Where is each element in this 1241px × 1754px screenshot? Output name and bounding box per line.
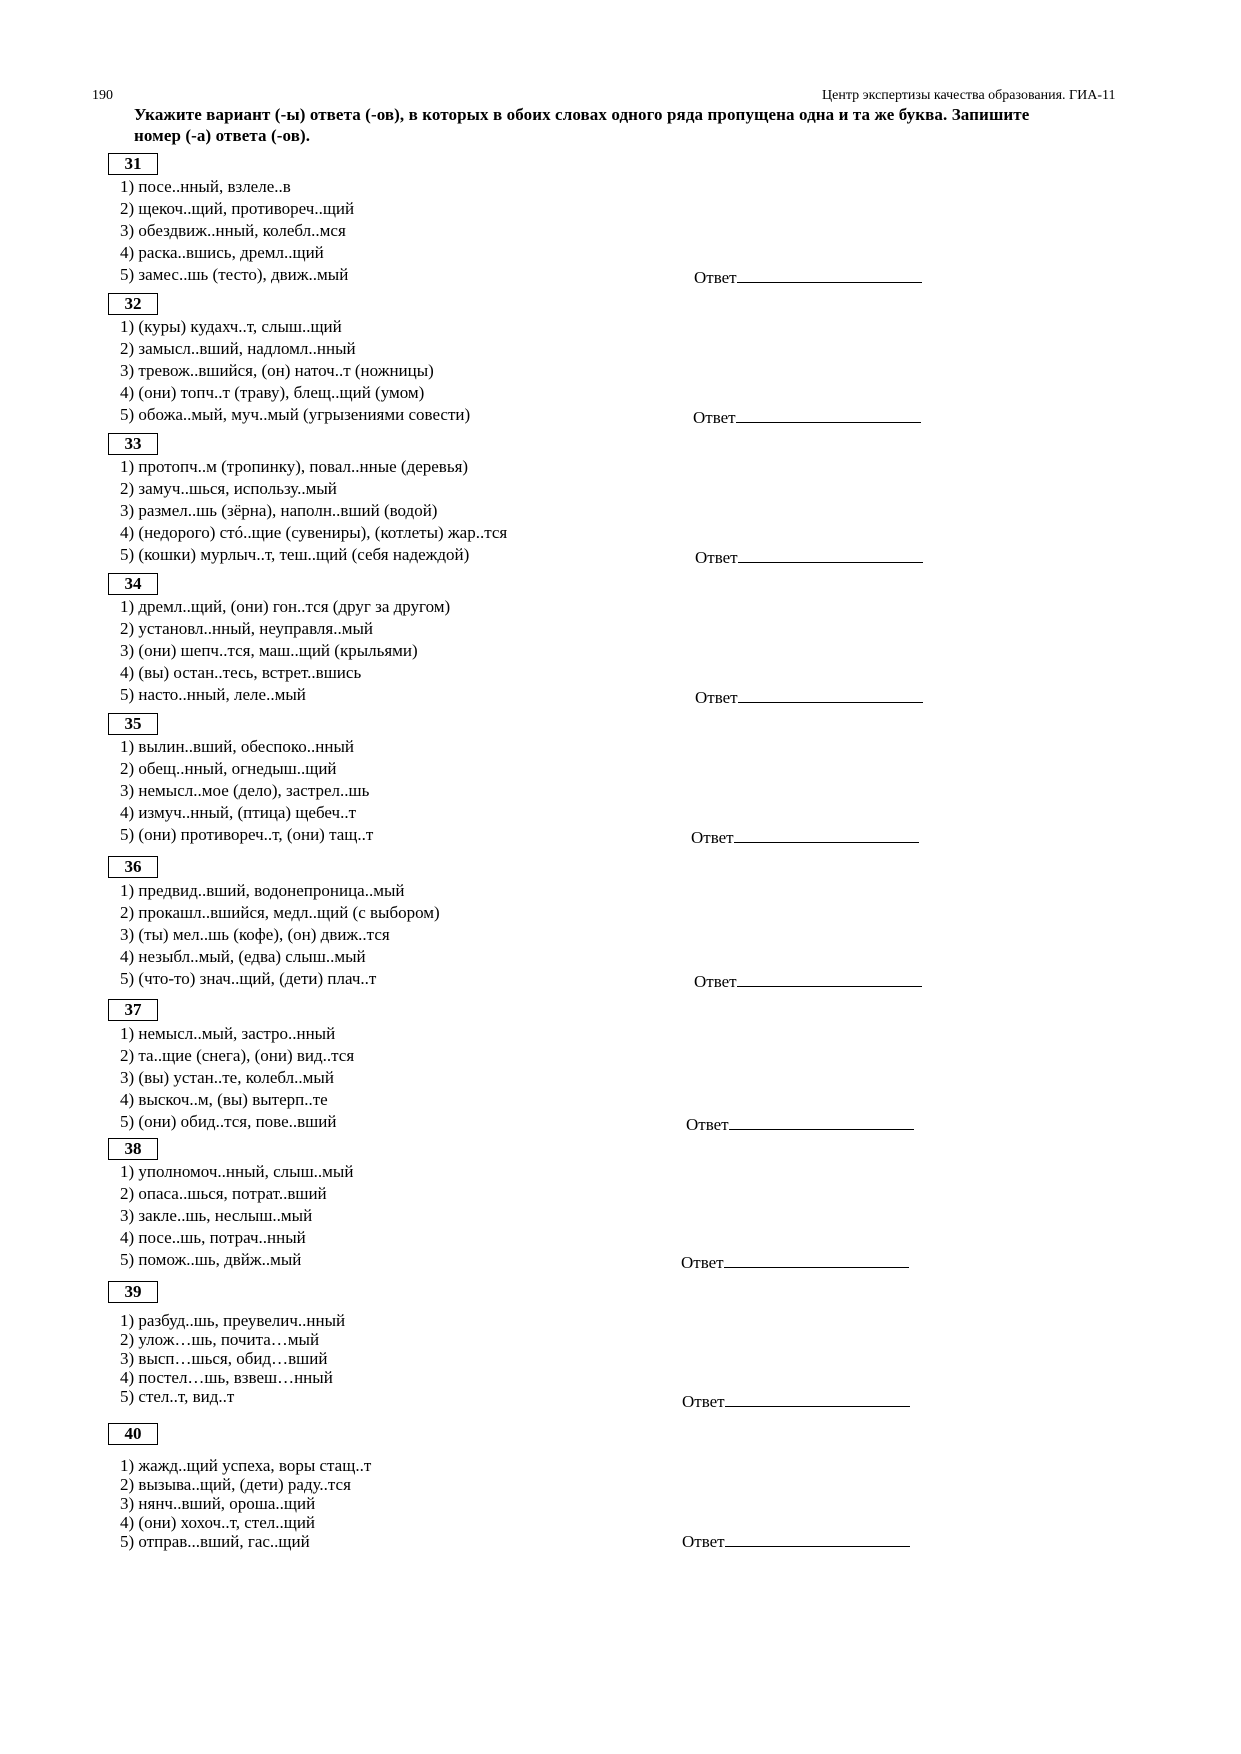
answer-option: 2) опаса..шься, потрат..вший xyxy=(120,1184,327,1203)
answer-option: 1) дремл..щий, (они) гон..тся (друг за другом) xyxy=(120,597,451,616)
answer-option: 2) замуч..шься, использу..мый xyxy=(120,479,337,498)
page-number: 190 xyxy=(92,88,113,103)
answer-option: 1) уполномоч..нный, слыш..мый xyxy=(120,1162,354,1181)
answer-option: 1) протопч..м (тропинку), повал..нные (деревья) xyxy=(120,457,469,476)
instruction-text: Укажите вариант (-ы) ответа (-ов), в которых в обоих словах одного ряда пропущена одна и та же буква. Запишите номер (-а) ответа (-ов). xyxy=(134,105,1030,145)
answer-option: 3) размел..шь (зёрна), наполн..вший (водой) xyxy=(120,501,438,520)
answer-blank-line[interactable] xyxy=(734,825,919,843)
answer-option: 4) (недорого) стó..щие (сувениры), (котлеты) жар..тся xyxy=(120,523,508,542)
answer-option: 5) отправ...вший, гас..щий xyxy=(120,1532,310,1551)
task-number-box: 33 xyxy=(108,433,158,455)
answer-label: Ответ xyxy=(682,1532,725,1551)
answer-option: 5) помож..шь, двйж..мый xyxy=(120,1250,302,1269)
answer-label: Ответ xyxy=(693,408,736,427)
answer-option: 5) (кошки) мурлыч..т, теш..щий (себя надеждой) xyxy=(120,545,470,564)
answer-option: 5) (что-то) знач..щий, (дети) плач..т xyxy=(120,969,377,988)
task-number-box: 38 xyxy=(108,1138,158,1160)
answer-label: Ответ xyxy=(681,1253,724,1272)
task-number-box: 34 xyxy=(108,573,158,595)
answer-label: Ответ xyxy=(694,268,737,287)
answer-option: 1) разбуд..шь, преувелич..нный xyxy=(120,1311,346,1330)
answer-blank-line[interactable] xyxy=(725,1529,910,1547)
answer-option: 4) раска..вшись, дремл..щий xyxy=(120,243,324,262)
answer-blank-line[interactable] xyxy=(738,545,923,563)
answer-option: 2) замысл..вший, надломл..нный xyxy=(120,339,356,358)
answer-label: Ответ xyxy=(695,548,738,567)
answer-option: 5) стел..т, вид..т xyxy=(120,1387,235,1406)
answer-option: 4) выскоч..м, (вы) вытерп..те xyxy=(120,1090,328,1109)
answer-label: Ответ xyxy=(695,688,738,707)
task-number-box: 32 xyxy=(108,293,158,315)
answer-option: 3) (ты) мел..шь (кофе), (он) движ..тся xyxy=(120,925,390,944)
answer-option: 3) нянч..вший, ороша..щий xyxy=(120,1494,316,1513)
answer-option: 5) обожа..мый, муч..мый (угрызениями совести) xyxy=(120,405,471,424)
answer-option: 1) (куры) кудахч..т, слыш..щий xyxy=(120,317,342,336)
answer-option: 4) посе..шь, потрач..нный xyxy=(120,1228,306,1247)
task-number-box: 39 xyxy=(108,1281,158,1303)
task-number-box: 37 xyxy=(108,999,158,1021)
answer-field[interactable] xyxy=(694,265,922,288)
answer-option: 3) (они) шепч..тся, маш..щий (крыльями) xyxy=(120,641,418,660)
answer-option: 3) высп…шься, обид…вший xyxy=(120,1349,328,1368)
answer-option: 5) (они) противореч..т, (они) тащ..т xyxy=(120,825,374,844)
answer-field[interactable] xyxy=(693,405,921,428)
answer-option: 4) (они) хохоч..т, стел..щий xyxy=(120,1513,316,1532)
answer-field[interactable] xyxy=(682,1389,910,1412)
answer-option: 5) замес..шь (тесто), движ..мый xyxy=(120,265,349,284)
answer-blank-line[interactable] xyxy=(737,265,922,283)
answer-label: Ответ xyxy=(686,1115,729,1134)
answer-option: 2) обещ..нный, огнедыш..щий xyxy=(120,759,337,778)
answer-field[interactable] xyxy=(682,1529,910,1552)
answer-field[interactable] xyxy=(681,1250,909,1273)
answer-field[interactable] xyxy=(691,825,919,848)
answer-option: 2) щекоч..щий, противореч..щий xyxy=(120,199,355,218)
answer-option: 1) немысл..мый, застро..нный xyxy=(120,1024,336,1043)
task-number-box: 35 xyxy=(108,713,158,735)
answer-blank-line[interactable] xyxy=(729,1112,914,1130)
answer-blank-line[interactable] xyxy=(725,1389,910,1407)
answer-option: 1) вылин..вший, обеспоко..нный xyxy=(120,737,354,756)
answer-field[interactable] xyxy=(694,969,922,992)
answer-option: 5) насто..нный, леле..мый xyxy=(120,685,306,704)
answer-label: Ответ xyxy=(682,1392,725,1411)
answer-option: 2) установл..нный, неуправля..мый xyxy=(120,619,373,638)
task-number-box: 40 xyxy=(108,1423,158,1445)
answer-blank-line[interactable] xyxy=(738,685,923,703)
answer-option: 3) (вы) устан..те, колебл..мый xyxy=(120,1068,334,1087)
answer-option: 3) немысл..мое (дело), застрел..шь xyxy=(120,781,370,800)
answer-option: 2) вызыва..щий, (дети) раду..тся xyxy=(120,1475,351,1494)
answer-label: Ответ xyxy=(694,972,737,991)
answer-field[interactable] xyxy=(695,545,923,568)
answer-option: 4) постел…шь, взвеш…нный xyxy=(120,1368,333,1387)
answer-label: Ответ xyxy=(691,828,734,847)
answer-option: 1) предвид..вший, водонепроница..мый xyxy=(120,881,405,900)
task-number-box: 36 xyxy=(108,856,158,878)
answer-blank-line[interactable] xyxy=(736,405,921,423)
answer-field[interactable] xyxy=(686,1112,914,1135)
answer-option: 3) обездвиж..нный, колебл..мся xyxy=(120,221,346,240)
answer-option: 1) посе..нный, взлеле..в xyxy=(120,177,291,196)
answer-blank-line[interactable] xyxy=(724,1250,909,1268)
answer-option: 1) жажд..щий успеха, воры стащ..т xyxy=(120,1456,372,1475)
page-header-title: Центр экспертизы качества образования. ГИА-11 xyxy=(822,88,1116,103)
answer-option: 2) улож…шь, почита…мый xyxy=(120,1330,320,1349)
answer-option: 4) измуч..нный, (птица) щебеч..т xyxy=(120,803,357,822)
answer-option: 5) (они) обид..тся, пове..вший xyxy=(120,1112,337,1131)
answer-option: 4) незыбл..мый, (едва) слыш..мый xyxy=(120,947,366,966)
task-number-box: 31 xyxy=(108,153,158,175)
answer-option: 4) (они) топч..т (траву), блещ..щий (умом) xyxy=(120,383,425,402)
answer-option: 3) тревож..вшийся, (он) наточ..т (ножницы) xyxy=(120,361,434,380)
answer-field[interactable] xyxy=(695,685,923,708)
answer-option: 2) прокашл..вшийся, медл..щий (с выбором) xyxy=(120,903,440,922)
answer-option: 4) (вы) остан..тесь, встрет..вшись xyxy=(120,663,362,682)
answer-option: 2) та..щие (снега), (они) вид..тся xyxy=(120,1046,355,1065)
answer-blank-line[interactable] xyxy=(737,969,922,987)
answer-option: 3) закле..шь, неслыш..мый xyxy=(120,1206,313,1225)
